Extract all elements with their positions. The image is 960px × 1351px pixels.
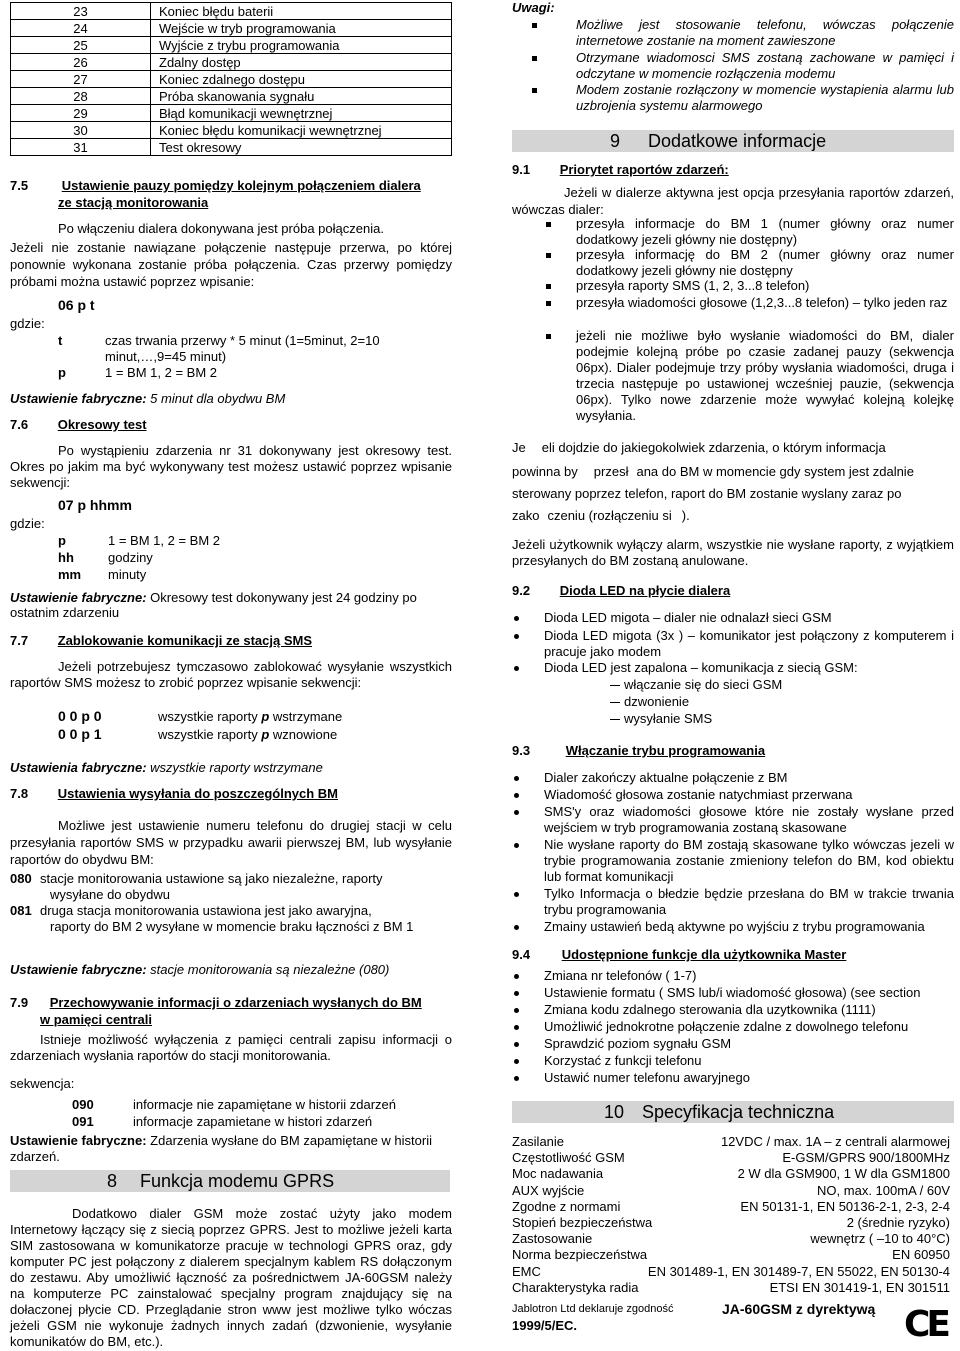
list-item-text: Zmiana kodu zdalnego sterowania dla uzytkownika (1111) xyxy=(544,1002,876,1017)
spec-label: Zasilanie xyxy=(512,1134,565,1149)
factory-value: stacje monitorowania są niezależne (080) xyxy=(150,962,390,977)
priority-item xyxy=(512,216,954,248)
spec-value: EN 50131-1, EN 50136-2-1, 2-3, 2-4 xyxy=(740,1198,950,1214)
paragraph: Jeżeli użytkownik wyłączy alarm, wszystkie nie wysłane raporty, z wyjątkiem przesyłanych do BM zostaną anulowane. xyxy=(512,537,954,568)
event-number: 28 xyxy=(11,88,151,105)
list-item-text: Możliwe jest stosowanie telefonu, wówczas połączenie internetowe zostanie na moment zawieszone xyxy=(576,17,954,48)
list-item-text: Tylko Informacja o błedzie będzie przesłana do BM w trakcie trwania trybu programowania xyxy=(544,886,954,917)
table-row xyxy=(11,20,452,37)
factory-value: Zdarzenia wysłane do BM zapamiętane w historii zdarzeń. xyxy=(10,1133,432,1164)
section-number: 9 xyxy=(610,131,621,151)
factory-value: Okresowy test dokonywany jest 24 godziny po ostatnim zdarzeniu xyxy=(10,590,417,620)
factory-label: Ustawienie fabryczne: xyxy=(10,391,147,406)
table-row xyxy=(11,71,452,88)
list-item-text: dzwonienie xyxy=(624,694,690,709)
fragment-line xyxy=(512,464,914,479)
programming-item xyxy=(512,787,954,803)
master-item xyxy=(512,985,954,1001)
list-item-text: Dioda LED migota (3x ) – komunikator jest połączony z komputerem i pracuje jako modem xyxy=(544,628,954,659)
list-item-text: przesyła informacje do BM 1 (numer główny oraz numer dodatkowy jezeli główny nie dostępny) xyxy=(576,216,954,247)
section-number: 7.5 xyxy=(10,178,29,193)
list-item-text: SMS'y oraz wiadomości głosowe które nie zostały wysłane przed wejściem w tryb programowania zostaną skasowane xyxy=(544,804,954,835)
led-bullet-icon xyxy=(514,616,519,621)
factory-setting xyxy=(10,391,285,406)
factory-label: Ustawienie fabryczne: xyxy=(10,590,147,605)
text-fragment: powinna by xyxy=(512,464,578,479)
section-number: 7.9 xyxy=(10,995,29,1010)
event-description: Błąd komunikacji wewnętrznej xyxy=(151,105,452,122)
list-item-text: Otrzymane wiadomosci SMS zostaną zachowane w pamięci i odczytane w momencie rozłączenia modemu xyxy=(576,50,954,81)
square-bullet-icon xyxy=(532,23,537,28)
master-item xyxy=(512,1002,954,1018)
declaration-text: Jablotron Ltd deklaruje zgodność xyxy=(512,1303,674,1315)
dash-bullet-icon xyxy=(610,702,620,703)
spec-value: 2 (średnie ryzyko) xyxy=(846,1215,950,1230)
param-key: hh xyxy=(58,550,74,565)
master-bullet-icon xyxy=(514,991,519,996)
priority-bullet-icon xyxy=(546,334,551,339)
spec-value: 2 W dla GSM900, 1 W dla GSM1800 xyxy=(737,1166,950,1182)
option-desc: informacje nie zapamiętane w historii zdarzeń xyxy=(133,1097,397,1112)
section-title-line2: w pamięci centrali xyxy=(40,1012,152,1027)
option-code: 091 xyxy=(72,1114,94,1129)
param-key: t xyxy=(58,333,63,348)
text-fragment: czeniu (rozł xyxy=(547,508,614,523)
list-item-text: Zmiana nr telefonów ( 1-7) xyxy=(544,968,697,983)
section-number: 9.2 xyxy=(512,583,531,598)
event-number: 27 xyxy=(11,71,151,88)
desc-text: wszystkie raporty xyxy=(158,727,262,742)
priority-bullet-icon xyxy=(546,284,551,289)
master-bullet-icon xyxy=(514,1076,519,1081)
event-number: 31 xyxy=(11,139,151,156)
priority-item xyxy=(512,295,954,311)
programming-bullet-icon xyxy=(514,776,519,781)
paragraph: Jeżeli potrzebujesz tymczasowo zablokować wysyłanie wszystkich raportów SMS możesz to zrobić poprzez wpisanie sekwencji: xyxy=(10,659,452,690)
square-bullet-icon xyxy=(532,88,537,93)
spec-value: E-GSM/GPRS 900/1800MHz xyxy=(782,1150,950,1166)
list-item-text: Modem zostanie rozłączony w momencie wystapienia alarmu lub uzbrojenia systemu alarmowego xyxy=(576,82,954,113)
section-title-line2: ze stacją monitorowania xyxy=(58,195,209,210)
table-row xyxy=(11,105,452,122)
factory-setting xyxy=(10,962,389,977)
section-title: Priorytet raportów zdarzeń: xyxy=(559,162,729,177)
priority-item xyxy=(512,328,954,424)
section-7-6-heading xyxy=(10,417,147,432)
desc-param: p xyxy=(261,709,270,724)
where-label: gdzie: xyxy=(10,516,45,531)
list-item-text: włączanie się do sieci GSM xyxy=(624,677,783,692)
priority-item xyxy=(512,278,954,294)
declaration-product: JA-60GSM z dyrektywą xyxy=(722,1301,876,1317)
list-item-text: Nie wysłane raporty do BM zostają skasowane tylko wówczas jezeli w trybie programowania zostanie zmieniony telefon do BM, kod obiektu lub format komunikacji xyxy=(544,837,954,884)
section-number: 7.6 xyxy=(10,417,29,432)
spec-label: Charakterystyka radia xyxy=(512,1279,639,1295)
desc-text: wstrzymane xyxy=(269,709,343,724)
param-value: minuty xyxy=(108,567,147,582)
sequence-code: 0 0 p 0 xyxy=(58,708,102,724)
section-7-9-heading xyxy=(10,995,422,1010)
factory-label: Ustawienie fabryczne: xyxy=(10,962,147,977)
event-description: Próba skanowania sygnału xyxy=(151,88,452,105)
dash-bullet-icon xyxy=(610,685,620,686)
event-description: Koniec zdalnego dostępu xyxy=(151,71,452,88)
option-desc: raporty do BM 2 wysyłane w momencie braku łączności z BM 1 xyxy=(50,919,414,934)
led-bullet-icon xyxy=(514,634,519,639)
master-bullet-icon xyxy=(514,974,519,979)
spec-label: Moc nadawania xyxy=(512,1166,604,1182)
sequence-label: sekwencja: xyxy=(10,1076,75,1091)
list-item-text: Sprawdzić poziom sygnału GSM xyxy=(544,1036,732,1051)
section-title: Włączanie trybu programowania xyxy=(565,743,766,758)
section-7-5-heading xyxy=(10,178,421,193)
table-row xyxy=(11,3,452,20)
spec-label: Zastosowanie xyxy=(512,1231,593,1247)
section-number: 9.4 xyxy=(512,947,531,962)
note-item xyxy=(512,17,954,49)
table-row xyxy=(11,122,452,139)
list-item-text: Wiadomość głosowa zostanie natychmiast przerwana xyxy=(544,787,853,802)
desc-param: p xyxy=(261,727,270,742)
desc-text: wznowione xyxy=(269,727,338,742)
section-9-4-heading xyxy=(512,947,846,962)
table-row xyxy=(11,88,452,105)
text-fragment: przesł xyxy=(593,464,629,479)
fragment-line xyxy=(512,440,886,455)
programming-bullet-icon xyxy=(514,793,519,798)
spec-label: Norma bezpieczeństwa xyxy=(512,1247,648,1263)
factory-setting xyxy=(10,760,323,775)
spec-label: AUX wyjście xyxy=(512,1182,585,1198)
list-item-text: Dialer zakończy aktualne połączenie z BM xyxy=(544,770,788,785)
priority-bullet-icon xyxy=(546,301,551,306)
paragraph: Istnieje możliwość wyłączenia z pamięci centrali zapisu informacji o zdarzeniach wysłania raportów do stacji monitorowania. xyxy=(10,1032,452,1063)
spec-label: EMC xyxy=(512,1263,541,1279)
section-title: Przechowywanie informacji o zdarzeniach wysłanych do BM xyxy=(49,995,422,1010)
list-item-text: Korzystać z funkcji telefonu xyxy=(544,1053,702,1068)
factory-value: 5 minut dla obydwu BM xyxy=(150,391,286,406)
ce-mark: CE xyxy=(904,1304,948,1345)
programming-bullet-icon xyxy=(514,810,519,815)
event-number: 24 xyxy=(11,20,151,37)
param-value: 1 = BM 1, 2 = BM 2 xyxy=(108,533,220,548)
event-description: Koniec błędu komunikacji wewnętrznej xyxy=(151,122,452,139)
section-number: 8 xyxy=(107,1171,118,1191)
where-label: gdzie: xyxy=(10,316,45,331)
dash-bullet-icon xyxy=(610,719,620,720)
list-item-text: Umożliwić jednokrotne połączenie zdalne z dowolnego telefonu xyxy=(544,1019,909,1034)
declaration-directive: 1999/5/EC. xyxy=(512,1318,578,1333)
fragment-line xyxy=(512,508,690,523)
paragraph: Jeżeli w dialerze aktywna jest opcja przesyłania raportów zdarzeń, wówczas dialer: xyxy=(512,185,954,217)
master-bullet-icon xyxy=(514,1059,519,1064)
section-title: Okresowy test xyxy=(57,417,147,432)
desc-text: wszystkie raporty xyxy=(158,709,262,724)
option-code: 081 xyxy=(10,903,32,918)
event-description: Test okresowy xyxy=(151,139,452,156)
factory-label: Ustawienia fabryczne: xyxy=(10,760,147,775)
section-number: 7.8 xyxy=(10,786,29,801)
text-fragment: ana do BM w momencie gdy system jest zdalnie xyxy=(636,464,914,479)
list-item-text: jeżeli nie możliwe było wysłanie wiadomości do BM, dialer podejmie kolejną próbe po czasie zadanej pauzy (sekwencja 06px). Dialer podejmuje trzy próby wysłania wiadomości, druga i trzecia następuje po ustawionej wcześniej pauzie, (sekwencja 06px). Tylko nowe zdarzenie może wywyłać kolejną kolejkę wysyłania. xyxy=(576,328,954,423)
paragraph: Możliwe jest ustawienie numeru telefonu do drugiej stacji w celu przesyłania raportów SMS w przypadku awarii pierwszej BM, lub wysyłanie raportów do obydwu BM: xyxy=(10,818,452,867)
programming-item xyxy=(512,770,954,786)
param-value: czas trwania przerwy * 5 minut (1=5minut, 2=10 xyxy=(105,333,380,348)
text-fragment: ). xyxy=(681,508,690,523)
param-key: p xyxy=(58,365,66,380)
section-number: 10 xyxy=(604,1102,625,1122)
section-9-3-heading xyxy=(512,743,765,758)
table-row xyxy=(11,54,452,71)
spec-value: EN 60950 xyxy=(892,1247,950,1263)
sequence-code: 06 p t xyxy=(58,297,95,313)
sequence-code: 07 p hhmm xyxy=(58,497,132,513)
event-code-table xyxy=(10,2,452,156)
list-item-text: Dioda LED migota – dialer nie odnalazł sieci GSM xyxy=(544,610,832,625)
section-title: Ustawienia wysyłania do poszczególnych BM xyxy=(57,786,338,801)
led-item xyxy=(512,610,954,626)
spec-label: Częstotliwość GSM xyxy=(512,1150,625,1166)
option-desc: informacje zapamietane w histori zdarzeń xyxy=(133,1114,373,1129)
programming-item xyxy=(512,804,954,836)
list-item-text: Ustawienie formatu ( SMS lub/i wiadomość głosowa) (see section xyxy=(544,985,921,1000)
master-item xyxy=(512,1036,954,1052)
event-number: 26 xyxy=(11,54,151,71)
param-key: p xyxy=(58,533,66,548)
text-fragment: Je xyxy=(512,440,526,455)
event-description: Wejście w tryb programowania xyxy=(151,20,452,37)
sequence-code: 0 0 p 1 xyxy=(58,726,102,742)
list-item-text: Zmainy ustawień bedą aktywne po wyjściu z trybu programowania xyxy=(544,919,925,934)
programming-item xyxy=(512,919,954,935)
section-title: Zablokowanie komunikacji ze stacją SMS xyxy=(57,633,313,648)
section-9-banner xyxy=(512,130,954,152)
master-item xyxy=(512,968,954,984)
param-value: 1 = BM 1, 2 = BM 2 xyxy=(105,365,217,380)
section-title: Dodatkowe informacje xyxy=(648,131,827,151)
spec-label: Zgodne z normami xyxy=(512,1198,621,1214)
paragraph: Po włączeniu dialera dokonywana jest próba połączenia. xyxy=(58,221,384,236)
spec-value: 12VDC / max. 1A – z centrali alarmowej xyxy=(720,1134,950,1149)
option-desc: druga stacja monitorowania ustawiona jest jako awaryjna, xyxy=(40,903,372,918)
section-number: 9.1 xyxy=(512,162,531,177)
section-number: 9.3 xyxy=(512,743,531,758)
option-desc: stacje monitorowania ustawione są jako niezależne, raporty xyxy=(40,871,383,886)
param-value: minut,…,9=45 minut) xyxy=(105,349,227,364)
note-item xyxy=(512,50,954,82)
list-item-text: Dioda LED jest zapalona – komunikacja z siecią GSM: xyxy=(544,660,858,675)
section-7-7-heading xyxy=(10,633,312,648)
section-9-1-heading xyxy=(512,162,729,177)
paragraph-body xyxy=(10,222,452,290)
section-title: Specyfikacja techniczna xyxy=(642,1102,835,1122)
param-value: godziny xyxy=(108,550,153,565)
spec-value: NO, max. 100mA / 60V xyxy=(817,1182,950,1198)
paragraph: Po wystąpieniu zdarzenia nr 31 dokonywany jest okresowy test. Okres po jakim ma być wykonywany test możesz ustawić poprzez wpisanie sekwencji: xyxy=(10,443,452,490)
table-row xyxy=(11,37,452,54)
option-desc: wysyłane do obydwu xyxy=(50,887,170,902)
section-9-2-heading xyxy=(512,583,730,598)
text-fragment: ączeniu si xyxy=(613,508,672,523)
table-row xyxy=(11,139,452,156)
section-title: Ustawienie pauzy pomiędzy kolejnym połączeniem dialera xyxy=(61,178,421,193)
paragraph: Dodatkowo dialer GSM może zostać użyty jako modem Internetowy łączący się z siecią poprzez GPRS. Jest to możliwe jeżeli karta SIM zastosowana w komunikatorze pracuje w technologi GPRS oraz, gdy komputer PC jest połączony z dialerem specjalnym kablem RS dołączonym do zestawu. Aby umożliwić łączność za pośrednictwem JA-60GSM należy na komputerze PC zainstalować specjalny program znajdujący się na dołaczonej płycie CD. Przeglądanie stron www jest możliwe tylko wóczas jeżeli GSM nie wykonuje żadnych innych zadań (dzwonienie, wysyłanie komunikatów do BM, etc.). xyxy=(10,1206,452,1349)
text-fragment: eli dojdzie do jakiegokolwiek zdarzenia, o którym informacja xyxy=(541,440,886,455)
spec-value: wewnętrz ( –10 to 40°C) xyxy=(810,1231,950,1247)
option-code: 080 xyxy=(10,871,32,886)
sequence-desc xyxy=(158,709,342,724)
option-code: 090 xyxy=(72,1097,94,1112)
section-title: Dioda LED na płycie dialera xyxy=(559,583,731,598)
priority-bullet-icon xyxy=(546,222,551,227)
factory-label: Ustawienie fabryczne: xyxy=(10,1133,147,1148)
priority-item xyxy=(512,247,954,279)
event-description: Zdalny dostęp xyxy=(151,54,452,71)
section-number: 7.7 xyxy=(10,633,29,648)
list-item-text: przesyła wiadomości głosowe (1,2,3...8 telefon) – tylko jeden raz xyxy=(576,295,948,310)
factory-setting xyxy=(10,1133,452,1165)
event-description: Wyjście z trybu programowania xyxy=(151,37,452,54)
list-item-text: Ustawić numer telefonu awaryjnego xyxy=(544,1070,750,1085)
master-bullet-icon xyxy=(514,1008,519,1013)
master-bullet-icon xyxy=(514,1042,519,1047)
led-item xyxy=(512,660,954,676)
note-item xyxy=(512,82,954,114)
master-bullet-icon xyxy=(514,1025,519,1030)
event-number: 25 xyxy=(11,37,151,54)
list-item-text: wysyłanie SMS xyxy=(624,711,713,726)
programming-item xyxy=(512,886,954,918)
programming-bullet-icon xyxy=(514,892,519,897)
event-description: Koniec błędu baterii xyxy=(151,3,452,20)
led-item xyxy=(512,628,954,660)
factory-setting xyxy=(10,590,452,620)
spec-label: Stopień bezpieczeństwa xyxy=(512,1215,653,1230)
spec-value: EN 301489-1, EN 301489-7, EN 55022, EN 50130-4 xyxy=(647,1263,950,1279)
factory-value: wszystkie raporty wstrzymane xyxy=(150,760,323,775)
event-number: 23 xyxy=(11,3,151,20)
square-bullet-icon xyxy=(532,56,537,61)
fragment-line: sterowany poprzez telefon, raport do BM zostanie wyslany zaraz po xyxy=(512,486,902,501)
led-bullet-icon xyxy=(514,666,519,671)
priority-bullet-icon xyxy=(546,253,551,258)
text-fragment: zako xyxy=(512,508,540,523)
list-item-text: przesyła informację do BM 2 (numer główny oraz numer dodatkowy jezeli główny nie dostępny xyxy=(576,247,954,278)
programming-item xyxy=(512,837,954,885)
event-number: 30 xyxy=(11,122,151,139)
section-8-banner xyxy=(10,1170,450,1192)
section-10-banner xyxy=(512,1101,954,1123)
notes-label: Uwagi: xyxy=(512,0,555,15)
programming-bullet-icon xyxy=(514,843,519,848)
list-item-text: przesyła raporty SMS (1, 2, 3...8 telefon) xyxy=(576,278,810,293)
master-item xyxy=(512,1070,954,1086)
section-title: Udostępnione funkcje dla użytkownika Master xyxy=(561,947,847,962)
spec-value: ETSI EN 301419-1, EN 301511 xyxy=(769,1279,950,1295)
section-7-8-heading xyxy=(10,786,338,801)
paragraph-text: Jeżeli nie zostanie nawiązane połączenie następuje przerwa, po której ponownie wykonana zostanie próba połączenia. Czas przerwy pomiędzy próbami można ustawić poprzez wpisanie: xyxy=(10,240,452,289)
param-key: mm xyxy=(58,567,82,582)
master-item xyxy=(512,1053,954,1069)
master-item xyxy=(512,1019,954,1035)
section-title: Funkcja modemu GPRS xyxy=(140,1171,335,1191)
event-number: 29 xyxy=(11,105,151,122)
sequence-desc xyxy=(158,727,337,742)
programming-bullet-icon xyxy=(514,925,519,930)
